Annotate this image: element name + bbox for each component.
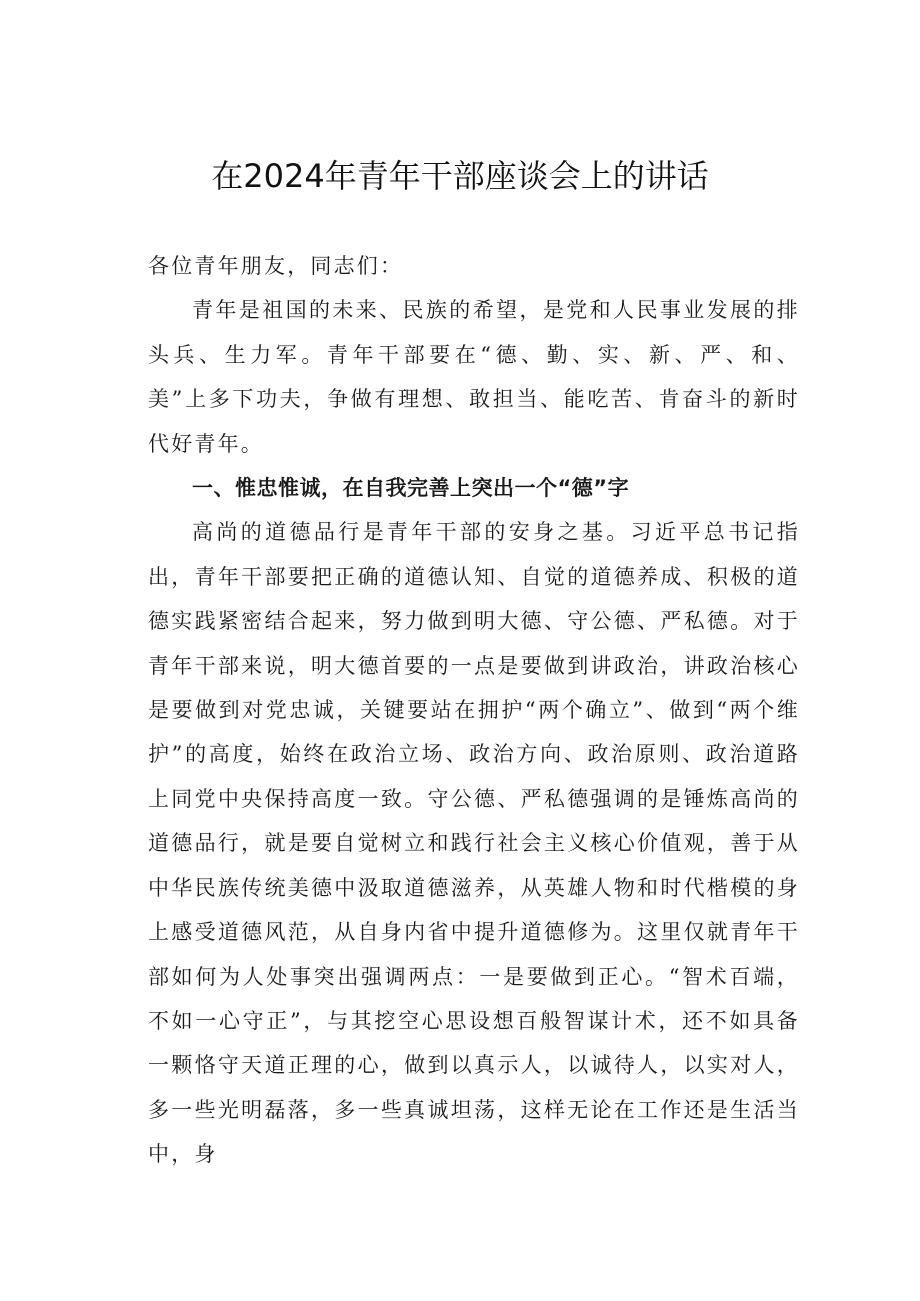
document-body: [148, 244, 800, 1177]
section-paragraph: 高尚的道德品行是青年干部的安身之基。习近平总书记指出，青年干部要把正确的道德认知、自觉的道德养成、积极的道德实践紧密结合起来，努力做到明大德、守公德、严私德。对于青年干部来说，明大德首要的一点是要做到讲政治，讲政治核心是要做到对党忠诚，关键要站在拥护“两个确立”、做到“两个维护”的高度，始终在政治立场、政治方向、政治原则、政治道路上同党中央保持高度一致。守公德、严私德强调的是锤炼高尚的道德品行，就是要自觉树立和践行社会主义核心价值观，善于从中华民族传统美德中汲取道德滋养，从英雄人物和时代楷模的身上感受道德风范，从自身内省中提升道德修为。这里仅就青年干部如何为人处事突出强调两点：一是要做到正心。“智术百端，不如一心守正”，与其挖空心思设想百般智谋计术，还不如具备一颗恪守天道正理的心，做到以真示人，以诚待人，以实对人，多一些光明磊落，多一些真诚坦荡，这样无论在工作还是生活当中，身: [148, 520, 800, 1167]
document-title: 在2024年青年干部座谈会上的讲话: [211, 157, 709, 195]
salutation: 各位青年朋友，同志们：: [148, 254, 404, 278]
intro-paragraph: 青年是祖国的未来、民族的希望，是党和人民事业发展的排头兵、生力军。青年干部要在“德、勤、实、新、严、和、美”上多下功夫，争做有理想、敢担当、能吃苦、肯奋斗的新时代好青年。: [148, 298, 800, 456]
section-heading: 一、惟忠惟诚，在自我完善上突出一个“德”字: [192, 476, 630, 501]
